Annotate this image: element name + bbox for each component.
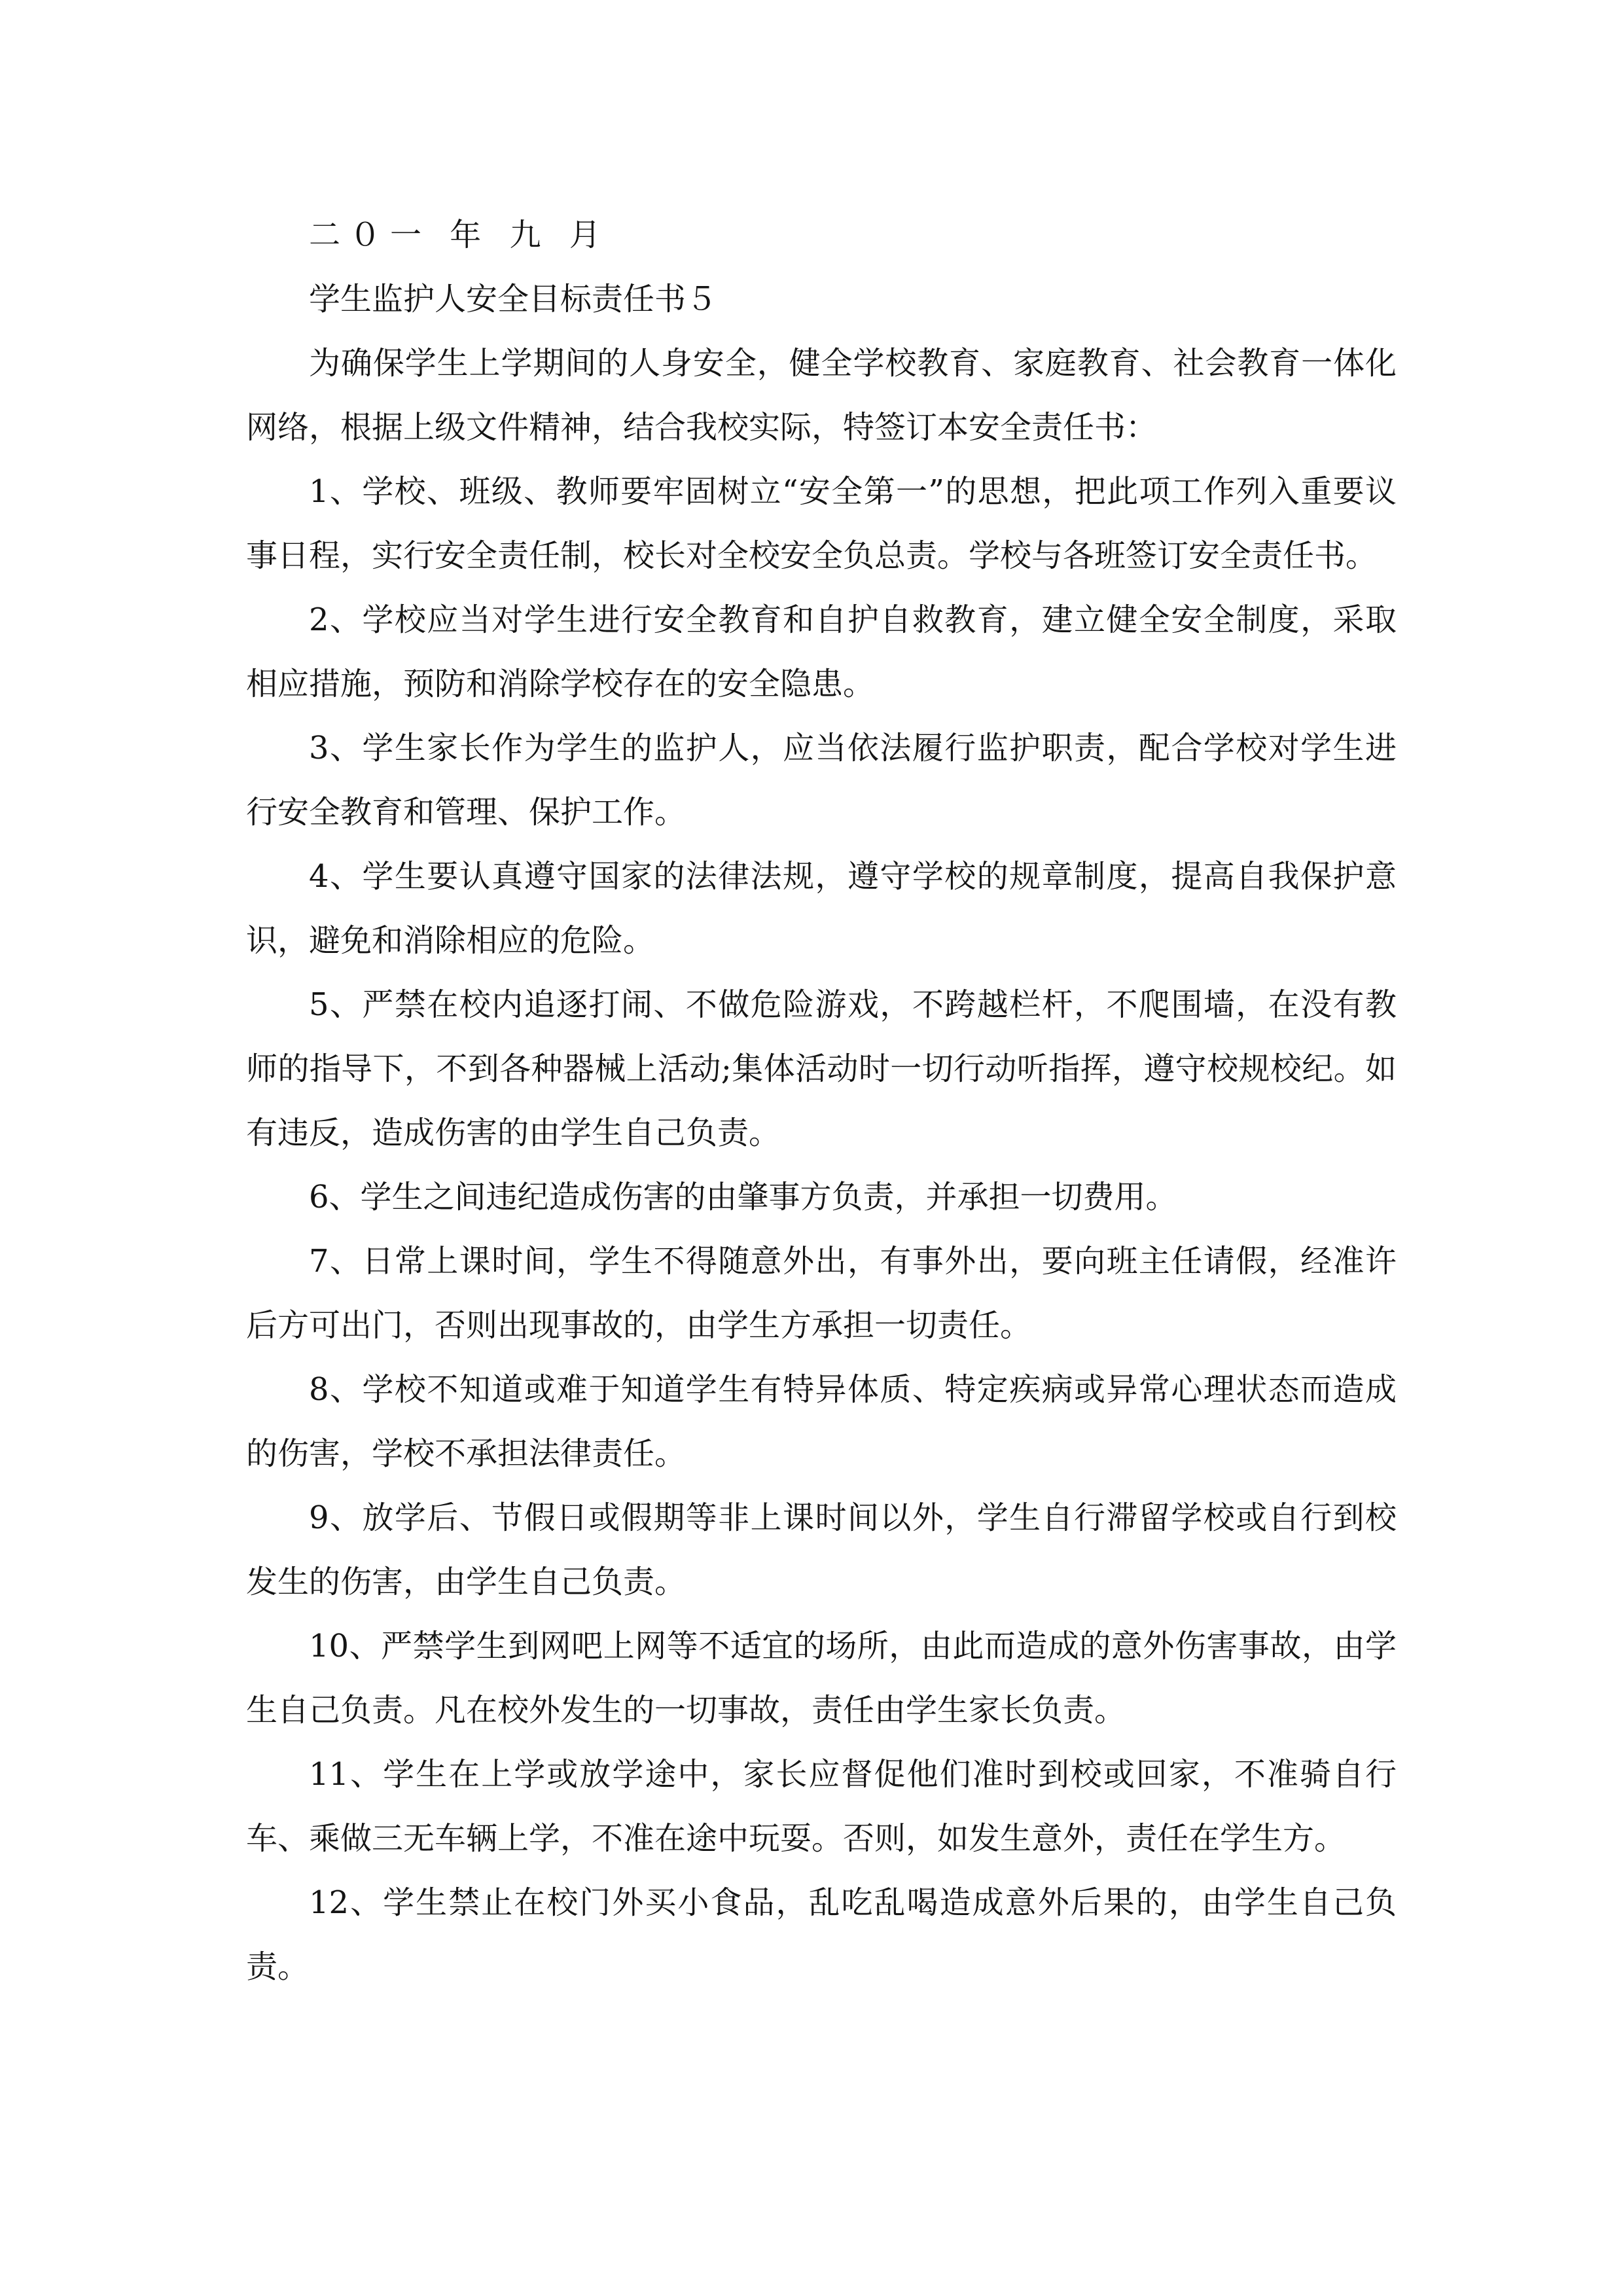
clause-11: 11、学生在上学或放学途中，家长应督促他们准时到校或回家，不准骑自行车、乘做三无车辆上学，不准在途中玩耍。否则，如发生意外，责任在学生方。 xyxy=(246,1756,1397,1857)
clause-12: 12、学生禁止在校门外买小食品，乱吃乱喝造成意外后果的，由学生自己负责。 xyxy=(246,1884,1397,1985)
intro-paragraph: 为确保学生上学期间的人身安全，健全学校教育、家庭教育、社会教育一体化网络，根据上级文件精神，结合我校实际，特签订本安全责任书： xyxy=(246,345,1397,446)
clause-10: 10、严禁学生到网吧上网等不适宜的场所，由此而造成的意外伤害事故，由学生自己负责。凡在校外发生的一切事故，责任由学生家长负责。 xyxy=(246,1628,1397,1729)
clause-6: 6、学生之间违纪造成伤害的由肇事方负责，并承担一切费用。 xyxy=(309,1179,1177,1215)
date-line: 二０一 年 九 月 xyxy=(309,217,610,253)
clause-8: 8、学校不知道或难于知道学生有特异体质、特定疾病或异常心理状态而造成的伤害，学校不承担法律责任。 xyxy=(246,1371,1397,1472)
document-title: 学生监护人安全目标责任书５ xyxy=(309,281,718,317)
clause-4: 4、学生要认真遵守国家的法律法规，遵守学校的规章制度，提高自我保护意识，避免和消除相应的危险。 xyxy=(246,858,1397,959)
clause-3: 3、学生家长作为学生的监护人，应当依法履行监护职责，配合学校对学生进行安全教育和管理、保护工作。 xyxy=(246,730,1397,831)
clause-5: 5、严禁在校内追逐打闹、不做危险游戏，不跨越栏杆，不爬围墙，在没有教师的指导下，不到各种器械上活动;集体活动时一切行动听指挥，遵守校规校纪。如有违反，造成伤害的由学生自己负责。 xyxy=(246,986,1397,1151)
clause-9: 9、放学后、节假日或假期等非上课时间以外，学生自行滞留学校或自行到校发生的伤害，由学生自己负责。 xyxy=(246,1499,1397,1600)
clause-1: 1、学校、班级、教师要牢固树立“安全第一”的思想，把此项工作列入重要议事日程，实行安全责任制，校长对全校安全负总责。学校与各班签订安全责任书。 xyxy=(246,473,1397,574)
clause-7: 7、日常上课时间，学生不得随意外出，有事外出，要向班主任请假，经准许后方可出门，否则出现事故的，由学生方承担一切责任。 xyxy=(246,1243,1397,1344)
document-body xyxy=(246,203,1397,1999)
clause-2: 2、学校应当对学生进行安全教育和自护自救教育，建立健全安全制度，采取相应措施，预防和消除学校存在的安全隐患。 xyxy=(246,601,1397,702)
